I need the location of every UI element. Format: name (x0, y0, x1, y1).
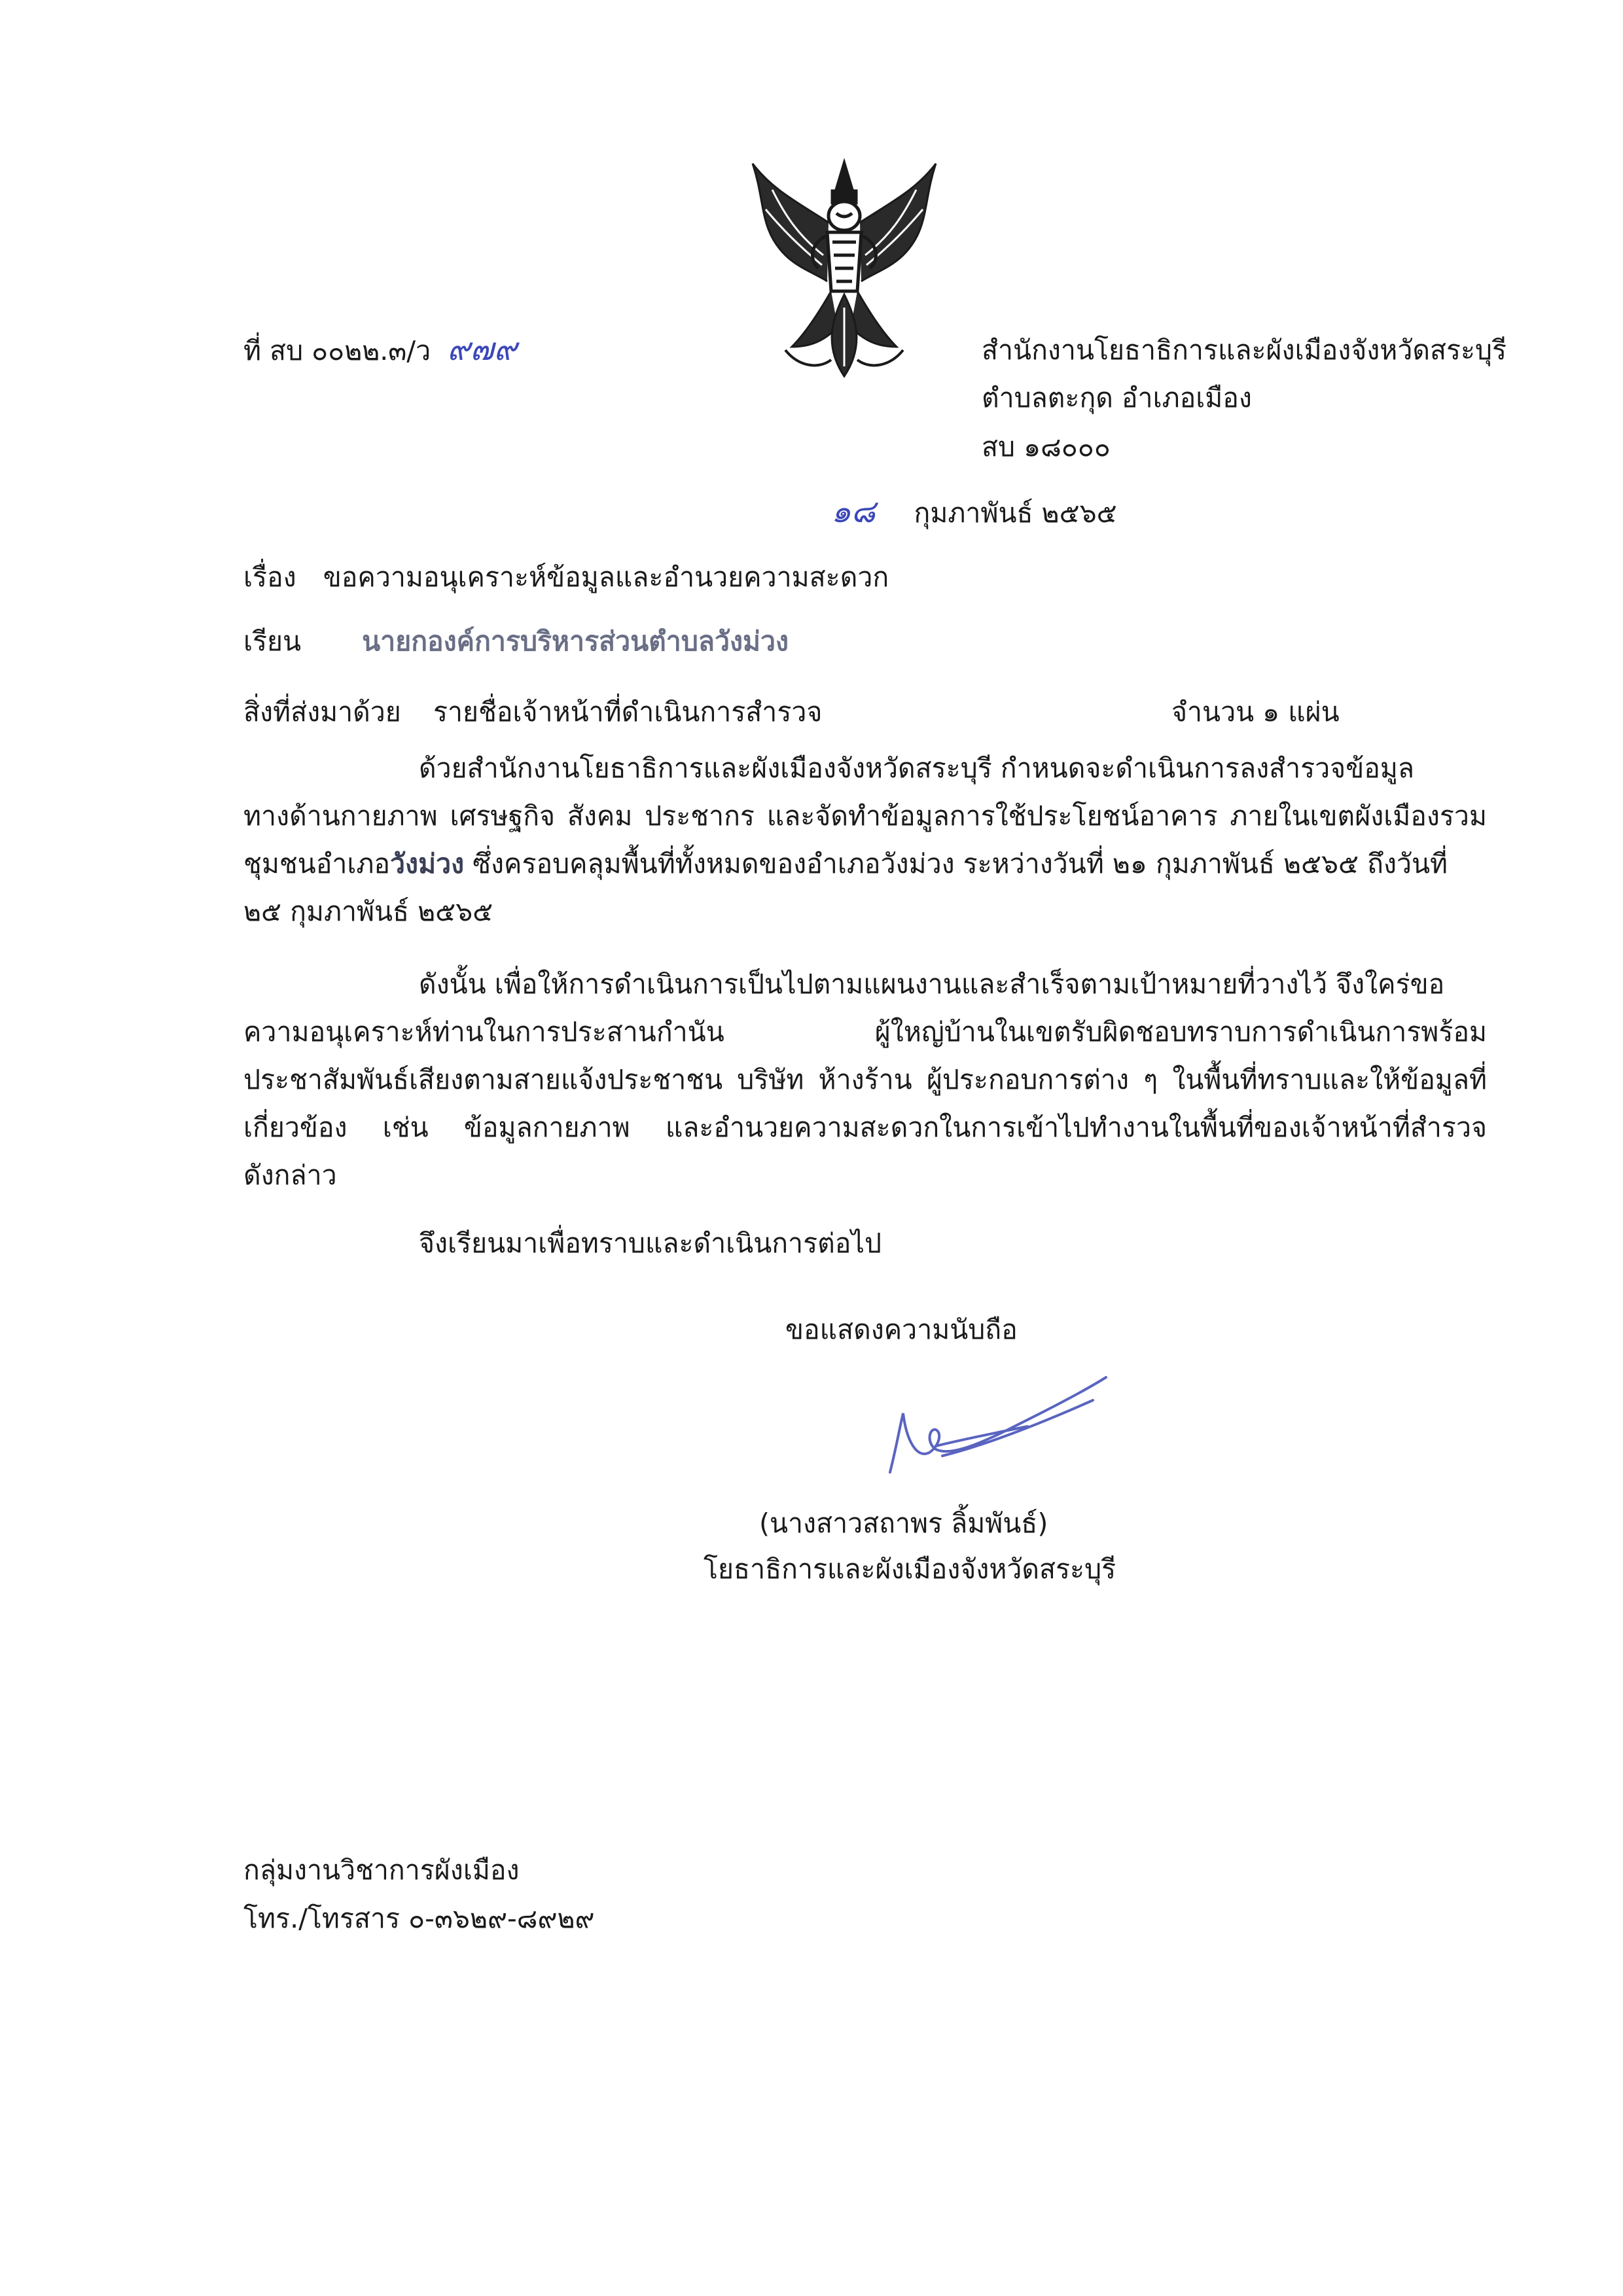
enclosure-label: สิ่งที่ส่งมาด้วย (243, 696, 401, 728)
garuda-emblem-icon (746, 150, 942, 386)
subject-line (243, 561, 889, 593)
para1-line3-pre: ชุมชนอำเภอ (243, 848, 391, 879)
para1-line4: ๒๕ กุมภาพันธ์ ๒๕๖๕ (243, 896, 493, 927)
subject-label: เรื่อง (243, 561, 296, 593)
signatory-title: โยธาธิการและผังเมืองจังหวัดสระบุรี (704, 1553, 1116, 1585)
para1-line2: ทางด้านกายภาพ เศรษฐกิจ สังคม ประชากร และจัดทำข้อมูลการใช้ประโยชน์อาคาร ภายในเขตผังเมืองรวม (243, 800, 1487, 832)
body-paragraph-1 (243, 745, 1487, 936)
letter-date (831, 493, 1117, 530)
signature-icon (877, 1368, 1113, 1498)
body-paragraph-2 (243, 961, 1487, 1199)
date-day-handwritten: ๑๘ (831, 493, 876, 530)
date-month-year: กุมภาพันธ์ ๒๕๖๕ (914, 497, 1117, 529)
reference-prefix: ที่ สบ ๐๐๒๒.๓/ว (243, 335, 431, 366)
sender-address-line2: ตำบลตะกุด อำเภอเมือง (982, 382, 1252, 414)
salutation-line (243, 628, 789, 655)
para1-line1: ด้วยสำนักงานโยธาธิการและผังเมืองจังหวัดสระบุรี กำหนดจะดำเนินการลงสำรวจข้อมูล (419, 752, 1415, 784)
sender-address-line3: สบ ๑๘๐๐๐ (982, 431, 1111, 463)
footer-phone: โทร./โทรสาร ๐-๓๖๒๙-๘๙๒๙ (243, 1903, 595, 1934)
sender-address-line1: สำนักงานโยธาธิการและผังเมืองจังหวัดสระบุรี (982, 334, 1507, 366)
closing-line: จึงเรียนมาเพื่อทราบและดำเนินการต่อไป (419, 1227, 882, 1259)
subject-text: ขอความอนุเคราะห์ข้อมูลและอำนวยความสะดวก (323, 561, 889, 593)
para2-line5: ดังกล่าว (243, 1159, 337, 1191)
para2-line3: ประชาสัมพันธ์เสียงตามสายแจ้งประชาชน บริษัท ห้างร้าน ผู้ประกอบการต่าง ๆ ในพื้นที่ทราบและให้ข้อมูลที่ (243, 1064, 1487, 1095)
reference-number (243, 331, 517, 368)
salutation-label: เรียน (243, 626, 302, 657)
signatory-name: (นางสาวสถาพร ลิ้มพันธ์) (759, 1508, 1048, 1539)
para1-line3 (243, 840, 1487, 888)
reference-handwritten: ๙๗๙ (447, 331, 517, 368)
enclosure-count: จำนวน ๑ แผ่น (1171, 696, 1340, 728)
footer-department: กลุ่มงานวิชาการผังเมือง (243, 1854, 520, 1886)
para2-line2: ความอนุเคราะห์ท่านในการประสานกำนัน ผู้ใหญ่บ้านในเขตรับผิดชอบทราบการดำเนินการพร้อม (243, 1016, 1487, 1048)
para2-line1: ดังนั้น เพื่อให้การดำเนินการเป็นไปตามแผนงานและสำเร็จตามเป้าหมายที่วางไว้ จึงใคร่ขอ (419, 968, 1445, 1000)
salutation-text: นายกองค์การบริหารส่วนตำบลวังม่วง (362, 626, 789, 657)
para2-line4: เกี่ยวข้อง เช่น ข้อมูลกายภาพ และอำนวยความสะดวกในการเข้าไปทำงานในพื้นที่ของเจ้าหน้าที่สำรวจ (243, 1112, 1487, 1143)
para1-line3-stamp: วังม่วง (390, 848, 465, 879)
para1-line3-post: ซึ่งครอบคลุมพื้นที่ทั้งหมดของอำเภอวังม่วง ระหว่างวันที่ ๒๑ กุมภาพันธ์ ๒๕๖๕ ถึงวันที่ (464, 848, 1448, 879)
complimentary-close: ขอแสดงความนับถือ (785, 1314, 1018, 1345)
enclosure-text: รายชื่อเจ้าหน้าที่ดำเนินการสำรวจ (433, 696, 823, 728)
